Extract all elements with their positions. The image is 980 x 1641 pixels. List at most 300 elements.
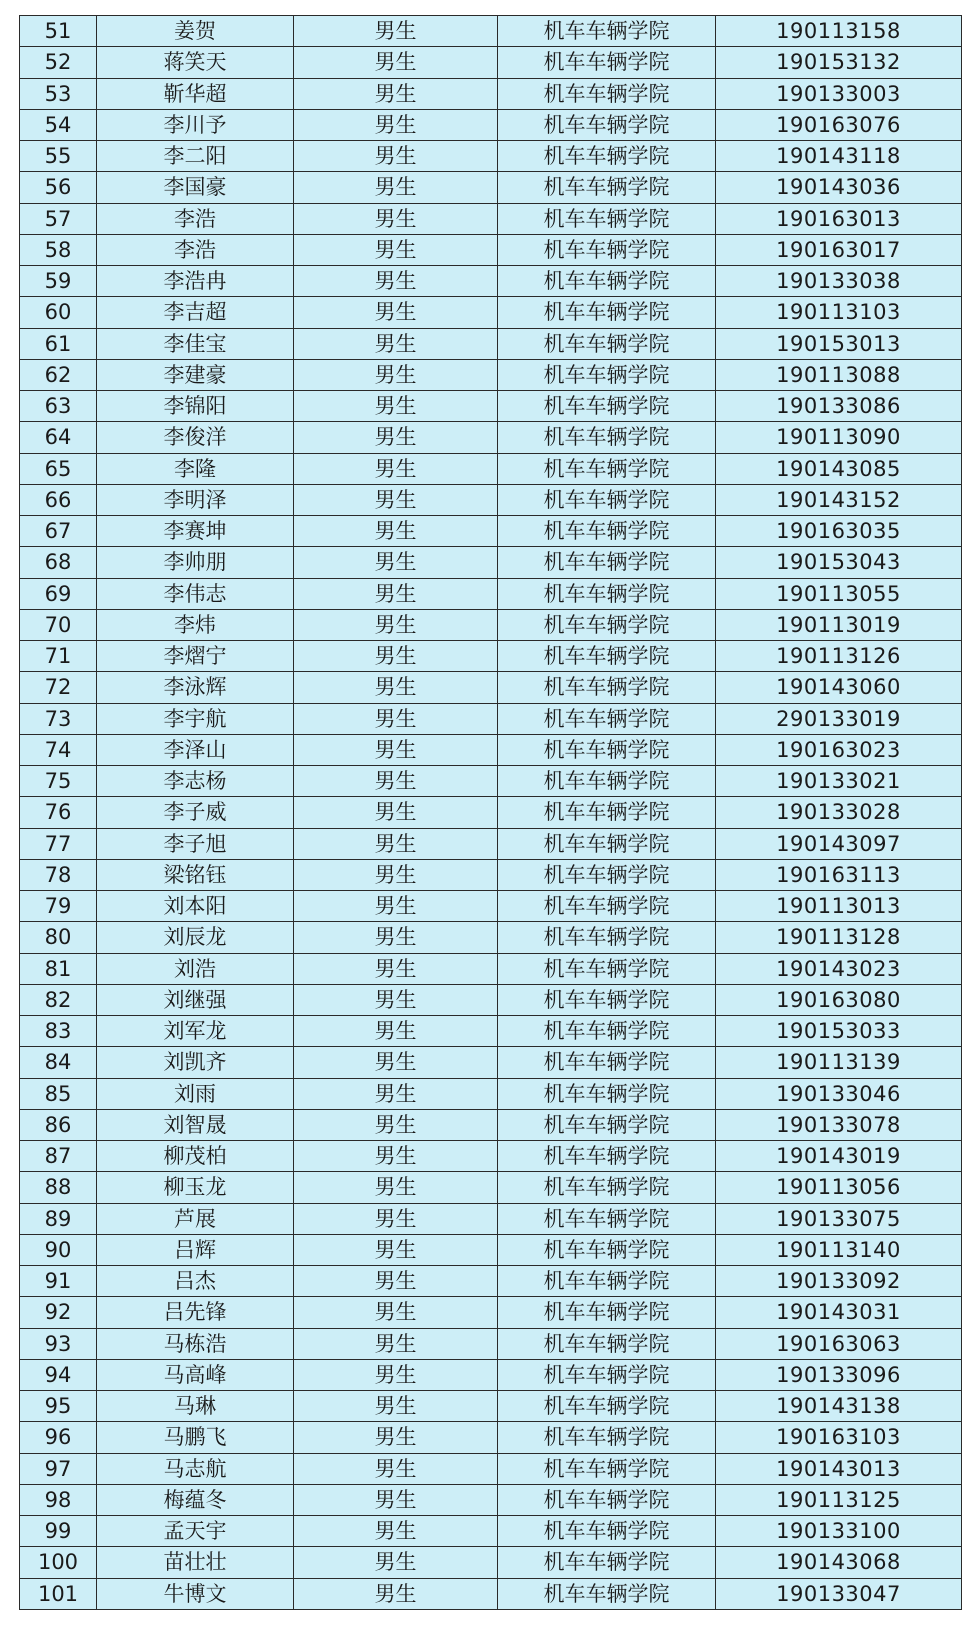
gender-cell: 男生 bbox=[294, 266, 498, 297]
gender-cell: 男生 bbox=[294, 359, 498, 390]
student-id-cell: 190113056 bbox=[716, 1172, 962, 1203]
table-row bbox=[20, 328, 962, 359]
gender-cell: 男生 bbox=[294, 1359, 498, 1390]
college-cell: 机车车辆学院 bbox=[498, 16, 716, 47]
gender-cell: 男生 bbox=[294, 234, 498, 265]
row-number-cell: 86 bbox=[20, 1109, 97, 1140]
student-name-cell: 李赛坤 bbox=[97, 516, 294, 547]
student-name-cell: 李浩冉 bbox=[97, 266, 294, 297]
student-name-cell: 牛博文 bbox=[97, 1578, 294, 1609]
student-id-cell: 190113013 bbox=[716, 891, 962, 922]
college-cell: 机车车辆学院 bbox=[498, 1578, 716, 1609]
student-name-cell: 刘军龙 bbox=[97, 1016, 294, 1047]
college-cell: 机车车辆学院 bbox=[498, 797, 716, 828]
gender-cell: 男生 bbox=[294, 672, 498, 703]
table-row bbox=[20, 422, 962, 453]
college-cell: 机车车辆学院 bbox=[498, 1078, 716, 1109]
gender-cell: 男生 bbox=[294, 766, 498, 797]
student-name-cell: 刘本阳 bbox=[97, 891, 294, 922]
table-row bbox=[20, 922, 962, 953]
row-number-cell: 94 bbox=[20, 1359, 97, 1390]
student-name-cell: 靳华超 bbox=[97, 78, 294, 109]
gender-cell: 男生 bbox=[294, 1016, 498, 1047]
student-name-cell: 苗壮壮 bbox=[97, 1547, 294, 1578]
gender-cell: 男生 bbox=[294, 78, 498, 109]
college-cell: 机车车辆学院 bbox=[498, 1453, 716, 1484]
student-name-cell: 芦展 bbox=[97, 1203, 294, 1234]
gender-cell: 男生 bbox=[294, 484, 498, 515]
student-name-cell: 刘智晟 bbox=[97, 1109, 294, 1140]
student-id-cell: 190143097 bbox=[716, 828, 962, 859]
row-number-cell: 62 bbox=[20, 359, 97, 390]
student-id-cell: 190143068 bbox=[716, 1547, 962, 1578]
gender-cell: 男生 bbox=[294, 734, 498, 765]
table-row bbox=[20, 953, 962, 984]
table-row bbox=[20, 109, 962, 140]
table-row bbox=[20, 16, 962, 47]
student-name-cell: 马琳 bbox=[97, 1391, 294, 1422]
table-row bbox=[20, 78, 962, 109]
student-id-cell: 190143060 bbox=[716, 672, 962, 703]
student-id-cell: 190163063 bbox=[716, 1328, 962, 1359]
college-cell: 机车车辆学院 bbox=[498, 109, 716, 140]
gender-cell: 男生 bbox=[294, 703, 498, 734]
row-number-cell: 75 bbox=[20, 766, 97, 797]
table-row bbox=[20, 1516, 962, 1547]
student-id-cell: 190133075 bbox=[716, 1203, 962, 1234]
row-number-cell: 61 bbox=[20, 328, 97, 359]
gender-cell: 男生 bbox=[294, 453, 498, 484]
student-name-cell: 李佳宝 bbox=[97, 328, 294, 359]
gender-cell: 男生 bbox=[294, 922, 498, 953]
table-row bbox=[20, 297, 962, 328]
row-number-cell: 72 bbox=[20, 672, 97, 703]
student-name-cell: 刘凯齐 bbox=[97, 1047, 294, 1078]
gender-cell: 男生 bbox=[294, 828, 498, 859]
table-row bbox=[20, 1453, 962, 1484]
college-cell: 机车车辆学院 bbox=[498, 1016, 716, 1047]
gender-cell: 男生 bbox=[294, 1234, 498, 1265]
table-row bbox=[20, 1547, 962, 1578]
table-row bbox=[20, 141, 962, 172]
student-name-cell: 马栋浩 bbox=[97, 1328, 294, 1359]
row-number-cell: 71 bbox=[20, 641, 97, 672]
college-cell: 机车车辆学院 bbox=[498, 1047, 716, 1078]
college-cell: 机车车辆学院 bbox=[498, 484, 716, 515]
table-row bbox=[20, 1016, 962, 1047]
row-number-cell: 87 bbox=[20, 1141, 97, 1172]
college-cell: 机车车辆学院 bbox=[498, 1141, 716, 1172]
table-row bbox=[20, 1141, 962, 1172]
student-id-cell: 190143013 bbox=[716, 1453, 962, 1484]
row-number-cell: 76 bbox=[20, 797, 97, 828]
gender-cell: 男生 bbox=[294, 141, 498, 172]
table-row bbox=[20, 766, 962, 797]
table-row bbox=[20, 1234, 962, 1265]
table-row bbox=[20, 1391, 962, 1422]
student-name-cell: 柳玉龙 bbox=[97, 1172, 294, 1203]
college-cell: 机车车辆学院 bbox=[498, 78, 716, 109]
college-cell: 机车车辆学院 bbox=[498, 922, 716, 953]
row-number-cell: 73 bbox=[20, 703, 97, 734]
table-row bbox=[20, 641, 962, 672]
student-name-cell: 蒋笑天 bbox=[97, 47, 294, 78]
gender-cell: 男生 bbox=[294, 1047, 498, 1078]
row-number-cell: 79 bbox=[20, 891, 97, 922]
student-name-cell: 李帅朋 bbox=[97, 547, 294, 578]
student-id-cell: 190143152 bbox=[716, 484, 962, 515]
table-row bbox=[20, 547, 962, 578]
row-number-cell: 66 bbox=[20, 484, 97, 515]
college-cell: 机车车辆学院 bbox=[498, 703, 716, 734]
college-cell: 机车车辆学院 bbox=[498, 141, 716, 172]
student-list-body bbox=[20, 16, 962, 1610]
table-row bbox=[20, 172, 962, 203]
row-number-cell: 82 bbox=[20, 984, 97, 1015]
row-number-cell: 100 bbox=[20, 1547, 97, 1578]
student-list-table bbox=[19, 15, 962, 1610]
row-number-cell: 96 bbox=[20, 1422, 97, 1453]
student-name-cell: 李俊洋 bbox=[97, 422, 294, 453]
gender-cell: 男生 bbox=[294, 172, 498, 203]
gender-cell: 男生 bbox=[294, 1266, 498, 1297]
student-id-cell: 190133078 bbox=[716, 1109, 962, 1140]
student-id-cell: 190143036 bbox=[716, 172, 962, 203]
table-row bbox=[20, 828, 962, 859]
table-row bbox=[20, 1328, 962, 1359]
student-name-cell: 刘继强 bbox=[97, 984, 294, 1015]
row-number-cell: 91 bbox=[20, 1266, 97, 1297]
student-name-cell: 吕杰 bbox=[97, 1266, 294, 1297]
student-name-cell: 李明泽 bbox=[97, 484, 294, 515]
student-name-cell: 李浩 bbox=[97, 234, 294, 265]
student-name-cell: 李吉超 bbox=[97, 297, 294, 328]
table-row bbox=[20, 1422, 962, 1453]
row-number-cell: 56 bbox=[20, 172, 97, 203]
gender-cell: 男生 bbox=[294, 1547, 498, 1578]
student-name-cell: 吕辉 bbox=[97, 1234, 294, 1265]
student-id-cell: 190153033 bbox=[716, 1016, 962, 1047]
student-id-cell: 190133100 bbox=[716, 1516, 962, 1547]
row-number-cell: 84 bbox=[20, 1047, 97, 1078]
table-row bbox=[20, 391, 962, 422]
row-number-cell: 58 bbox=[20, 234, 97, 265]
student-id-cell: 190113125 bbox=[716, 1484, 962, 1515]
student-id-cell: 190113019 bbox=[716, 609, 962, 640]
student-id-cell: 190113140 bbox=[716, 1234, 962, 1265]
student-name-cell: 姜贺 bbox=[97, 16, 294, 47]
row-number-cell: 92 bbox=[20, 1297, 97, 1328]
student-name-cell: 李二阳 bbox=[97, 141, 294, 172]
college-cell: 机车车辆学院 bbox=[498, 766, 716, 797]
student-id-cell: 190113128 bbox=[716, 922, 962, 953]
college-cell: 机车车辆学院 bbox=[498, 891, 716, 922]
table-row bbox=[20, 703, 962, 734]
student-id-cell: 190153013 bbox=[716, 328, 962, 359]
college-cell: 机车车辆学院 bbox=[498, 516, 716, 547]
student-id-cell: 190133046 bbox=[716, 1078, 962, 1109]
row-number-cell: 85 bbox=[20, 1078, 97, 1109]
table-row bbox=[20, 1578, 962, 1609]
table-row bbox=[20, 516, 962, 547]
student-id-cell: 190133021 bbox=[716, 766, 962, 797]
student-id-cell: 190113126 bbox=[716, 641, 962, 672]
row-number-cell: 80 bbox=[20, 922, 97, 953]
college-cell: 机车车辆学院 bbox=[498, 1172, 716, 1203]
table-row bbox=[20, 359, 962, 390]
student-id-cell: 190153043 bbox=[716, 547, 962, 578]
gender-cell: 男生 bbox=[294, 578, 498, 609]
student-name-cell: 李泽山 bbox=[97, 734, 294, 765]
table-row bbox=[20, 203, 962, 234]
row-number-cell: 67 bbox=[20, 516, 97, 547]
student-id-cell: 190133038 bbox=[716, 266, 962, 297]
table-row bbox=[20, 484, 962, 515]
gender-cell: 男生 bbox=[294, 1172, 498, 1203]
row-number-cell: 53 bbox=[20, 78, 97, 109]
student-name-cell: 李建豪 bbox=[97, 359, 294, 390]
college-cell: 机车车辆学院 bbox=[498, 1359, 716, 1390]
college-cell: 机车车辆学院 bbox=[498, 1266, 716, 1297]
table-row bbox=[20, 47, 962, 78]
table-row bbox=[20, 1266, 962, 1297]
gender-cell: 男生 bbox=[294, 984, 498, 1015]
student-name-cell: 马鹏飞 bbox=[97, 1422, 294, 1453]
college-cell: 机车车辆学院 bbox=[498, 203, 716, 234]
student-name-cell: 李川予 bbox=[97, 109, 294, 140]
college-cell: 机车车辆学院 bbox=[498, 609, 716, 640]
row-number-cell: 65 bbox=[20, 453, 97, 484]
gender-cell: 男生 bbox=[294, 1578, 498, 1609]
college-cell: 机车车辆学院 bbox=[498, 672, 716, 703]
student-id-cell: 190163113 bbox=[716, 859, 962, 890]
table-row bbox=[20, 1203, 962, 1234]
gender-cell: 男生 bbox=[294, 891, 498, 922]
student-id-cell: 190163080 bbox=[716, 984, 962, 1015]
student-name-cell: 柳茂柏 bbox=[97, 1141, 294, 1172]
college-cell: 机车车辆学院 bbox=[498, 984, 716, 1015]
table-row bbox=[20, 1484, 962, 1515]
student-name-cell: 李熠宁 bbox=[97, 641, 294, 672]
row-number-cell: 97 bbox=[20, 1453, 97, 1484]
table-row bbox=[20, 453, 962, 484]
student-id-cell: 190143023 bbox=[716, 953, 962, 984]
table-row bbox=[20, 734, 962, 765]
row-number-cell: 68 bbox=[20, 547, 97, 578]
college-cell: 机车车辆学院 bbox=[498, 453, 716, 484]
gender-cell: 男生 bbox=[294, 422, 498, 453]
college-cell: 机车车辆学院 bbox=[498, 234, 716, 265]
table-row bbox=[20, 609, 962, 640]
row-number-cell: 90 bbox=[20, 1234, 97, 1265]
table-row bbox=[20, 1297, 962, 1328]
student-id-cell: 190143138 bbox=[716, 1391, 962, 1422]
student-name-cell: 李子旭 bbox=[97, 828, 294, 859]
row-number-cell: 74 bbox=[20, 734, 97, 765]
gender-cell: 男生 bbox=[294, 1422, 498, 1453]
college-cell: 机车车辆学院 bbox=[498, 953, 716, 984]
college-cell: 机车车辆学院 bbox=[498, 578, 716, 609]
row-number-cell: 93 bbox=[20, 1328, 97, 1359]
student-name-cell: 李伟志 bbox=[97, 578, 294, 609]
student-id-cell: 190143085 bbox=[716, 453, 962, 484]
college-cell: 机车车辆学院 bbox=[498, 1234, 716, 1265]
gender-cell: 男生 bbox=[294, 1297, 498, 1328]
college-cell: 机车车辆学院 bbox=[498, 734, 716, 765]
college-cell: 机车车辆学院 bbox=[498, 547, 716, 578]
student-name-cell: 刘浩 bbox=[97, 953, 294, 984]
college-cell: 机车车辆学院 bbox=[498, 1297, 716, 1328]
student-id-cell: 190133096 bbox=[716, 1359, 962, 1390]
table-row bbox=[20, 1359, 962, 1390]
table-row bbox=[20, 1047, 962, 1078]
student-name-cell: 李隆 bbox=[97, 453, 294, 484]
row-number-cell: 69 bbox=[20, 578, 97, 609]
student-id-cell: 190133092 bbox=[716, 1266, 962, 1297]
row-number-cell: 101 bbox=[20, 1578, 97, 1609]
table-row bbox=[20, 984, 962, 1015]
gender-cell: 男生 bbox=[294, 203, 498, 234]
gender-cell: 男生 bbox=[294, 1328, 498, 1359]
gender-cell: 男生 bbox=[294, 47, 498, 78]
student-id-cell: 190163023 bbox=[716, 734, 962, 765]
student-name-cell: 刘辰龙 bbox=[97, 922, 294, 953]
table-row bbox=[20, 672, 962, 703]
student-id-cell: 190113158 bbox=[716, 16, 962, 47]
student-name-cell: 梁铭钰 bbox=[97, 859, 294, 890]
student-name-cell: 孟天宇 bbox=[97, 1516, 294, 1547]
row-number-cell: 70 bbox=[20, 609, 97, 640]
student-name-cell: 李国豪 bbox=[97, 172, 294, 203]
student-id-cell: 190113090 bbox=[716, 422, 962, 453]
gender-cell: 男生 bbox=[294, 641, 498, 672]
student-id-cell: 190113055 bbox=[716, 578, 962, 609]
table-row bbox=[20, 859, 962, 890]
row-number-cell: 88 bbox=[20, 1172, 97, 1203]
student-id-cell: 190153132 bbox=[716, 47, 962, 78]
student-id-cell: 190133003 bbox=[716, 78, 962, 109]
college-cell: 机车车辆学院 bbox=[498, 391, 716, 422]
student-name-cell: 李锦阳 bbox=[97, 391, 294, 422]
college-cell: 机车车辆学院 bbox=[498, 1484, 716, 1515]
student-name-cell: 马高峰 bbox=[97, 1359, 294, 1390]
gender-cell: 男生 bbox=[294, 391, 498, 422]
table-row bbox=[20, 797, 962, 828]
student-id-cell: 190113103 bbox=[716, 297, 962, 328]
row-number-cell: 63 bbox=[20, 391, 97, 422]
row-number-cell: 55 bbox=[20, 141, 97, 172]
college-cell: 机车车辆学院 bbox=[498, 422, 716, 453]
student-id-cell: 190143019 bbox=[716, 1141, 962, 1172]
student-id-cell: 190163103 bbox=[716, 1422, 962, 1453]
student-id-cell: 190113139 bbox=[716, 1047, 962, 1078]
student-id-cell: 190133028 bbox=[716, 797, 962, 828]
college-cell: 机车车辆学院 bbox=[498, 1422, 716, 1453]
gender-cell: 男生 bbox=[294, 1078, 498, 1109]
college-cell: 机车车辆学院 bbox=[498, 47, 716, 78]
student-id-cell: 190143031 bbox=[716, 1297, 962, 1328]
college-cell: 机车车辆学院 bbox=[498, 172, 716, 203]
table-row bbox=[20, 234, 962, 265]
gender-cell: 男生 bbox=[294, 1516, 498, 1547]
student-name-cell: 李宇航 bbox=[97, 703, 294, 734]
college-cell: 机车车辆学院 bbox=[498, 297, 716, 328]
row-number-cell: 89 bbox=[20, 1203, 97, 1234]
college-cell: 机车车辆学院 bbox=[498, 328, 716, 359]
row-number-cell: 95 bbox=[20, 1391, 97, 1422]
student-name-cell: 梅蕴冬 bbox=[97, 1484, 294, 1515]
student-name-cell: 李浩 bbox=[97, 203, 294, 234]
gender-cell: 男生 bbox=[294, 609, 498, 640]
gender-cell: 男生 bbox=[294, 1109, 498, 1140]
table-row bbox=[20, 1109, 962, 1140]
row-number-cell: 98 bbox=[20, 1484, 97, 1515]
student-id-cell: 190133047 bbox=[716, 1578, 962, 1609]
row-number-cell: 83 bbox=[20, 1016, 97, 1047]
gender-cell: 男生 bbox=[294, 797, 498, 828]
gender-cell: 男生 bbox=[294, 859, 498, 890]
gender-cell: 男生 bbox=[294, 328, 498, 359]
gender-cell: 男生 bbox=[294, 953, 498, 984]
gender-cell: 男生 bbox=[294, 547, 498, 578]
student-name-cell: 刘雨 bbox=[97, 1078, 294, 1109]
student-id-cell: 190163035 bbox=[716, 516, 962, 547]
gender-cell: 男生 bbox=[294, 1141, 498, 1172]
table-row bbox=[20, 1078, 962, 1109]
row-number-cell: 54 bbox=[20, 109, 97, 140]
college-cell: 机车车辆学院 bbox=[498, 1203, 716, 1234]
college-cell: 机车车辆学院 bbox=[498, 266, 716, 297]
student-name-cell: 吕先锋 bbox=[97, 1297, 294, 1328]
student-name-cell: 李子威 bbox=[97, 797, 294, 828]
college-cell: 机车车辆学院 bbox=[498, 1516, 716, 1547]
row-number-cell: 51 bbox=[20, 16, 97, 47]
gender-cell: 男生 bbox=[294, 297, 498, 328]
college-cell: 机车车辆学院 bbox=[498, 1547, 716, 1578]
student-id-cell: 190163076 bbox=[716, 109, 962, 140]
table-row bbox=[20, 891, 962, 922]
student-name-cell: 李炜 bbox=[97, 609, 294, 640]
student-name-cell: 李志杨 bbox=[97, 766, 294, 797]
student-id-cell: 190143118 bbox=[716, 141, 962, 172]
row-number-cell: 99 bbox=[20, 1516, 97, 1547]
gender-cell: 男生 bbox=[294, 1453, 498, 1484]
row-number-cell: 60 bbox=[20, 297, 97, 328]
row-number-cell: 78 bbox=[20, 859, 97, 890]
row-number-cell: 59 bbox=[20, 266, 97, 297]
gender-cell: 男生 bbox=[294, 516, 498, 547]
student-id-cell: 190113088 bbox=[716, 359, 962, 390]
student-name-cell: 李泳辉 bbox=[97, 672, 294, 703]
row-number-cell: 64 bbox=[20, 422, 97, 453]
college-cell: 机车车辆学院 bbox=[498, 359, 716, 390]
table-row bbox=[20, 266, 962, 297]
college-cell: 机车车辆学院 bbox=[498, 641, 716, 672]
college-cell: 机车车辆学院 bbox=[498, 828, 716, 859]
college-cell: 机车车辆学院 bbox=[498, 1328, 716, 1359]
college-cell: 机车车辆学院 bbox=[498, 1391, 716, 1422]
gender-cell: 男生 bbox=[294, 1203, 498, 1234]
row-number-cell: 77 bbox=[20, 828, 97, 859]
student-id-cell: 290133019 bbox=[716, 703, 962, 734]
student-id-cell: 190163017 bbox=[716, 234, 962, 265]
gender-cell: 男生 bbox=[294, 1391, 498, 1422]
row-number-cell: 52 bbox=[20, 47, 97, 78]
table-row bbox=[20, 1172, 962, 1203]
table-row bbox=[20, 578, 962, 609]
row-number-cell: 81 bbox=[20, 953, 97, 984]
gender-cell: 男生 bbox=[294, 16, 498, 47]
